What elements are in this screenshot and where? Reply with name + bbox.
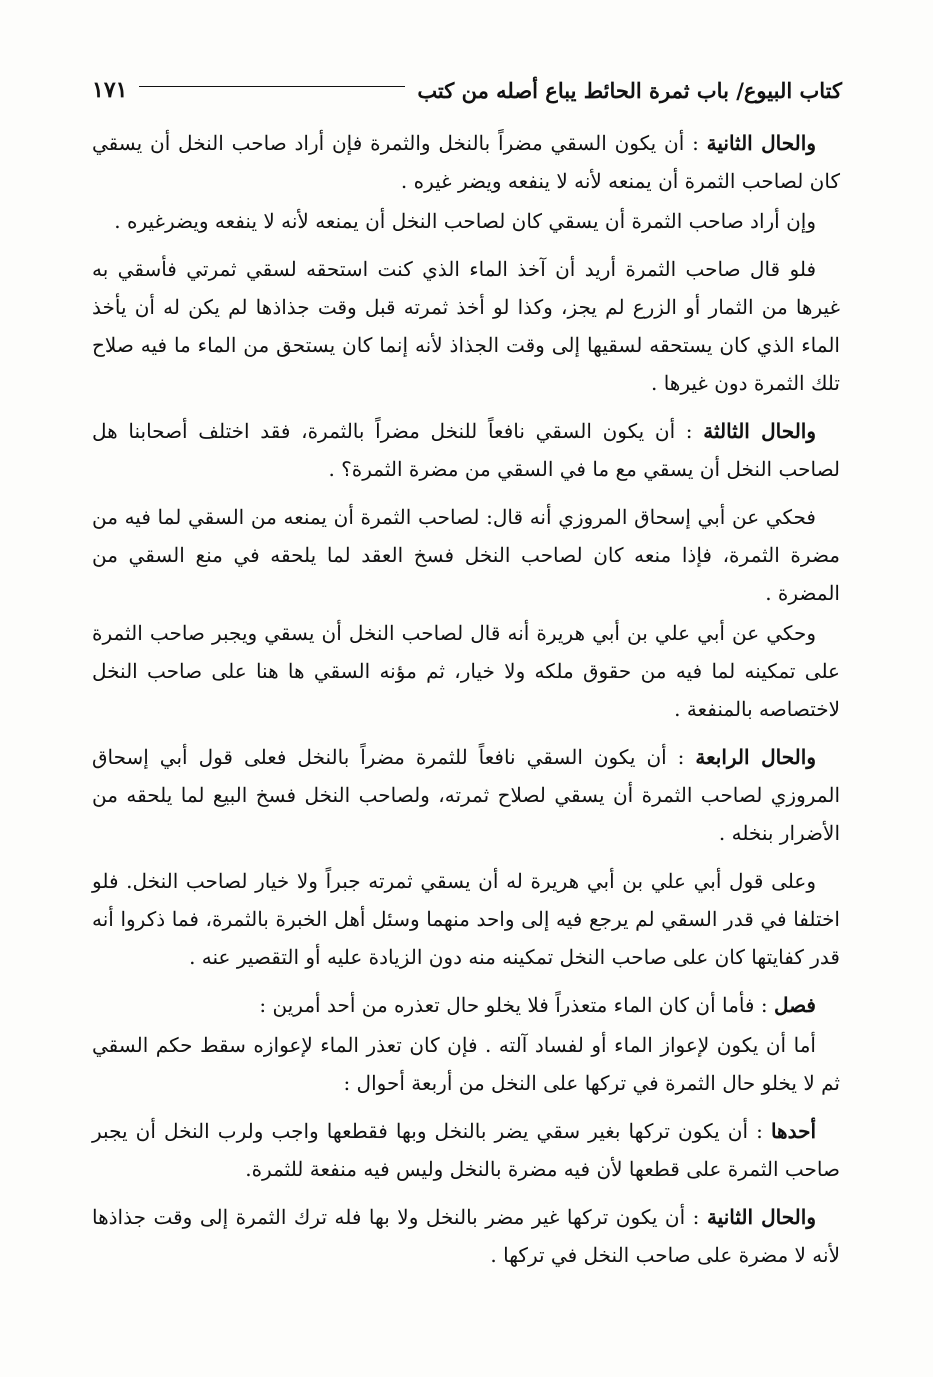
paragraph	[92, 250, 840, 402]
paragraph-lead: فصل	[773, 993, 816, 1017]
paragraph-lead: والحال الثانية	[706, 1205, 816, 1229]
paragraph-lead: والحال الثانية	[706, 131, 816, 155]
header-rule	[139, 86, 405, 87]
paragraph	[92, 614, 840, 728]
running-header	[92, 70, 842, 110]
paragraph-text: : أن يكون السقي نافعاً للنخل مضراً بالثمرة، فقد اختلف أصحابنا هل لصاحب النخل أن يسقي مع ما في السقي من مضرة الثمرة؟ .	[92, 419, 840, 481]
paragraph-lead: والحال الرابعة	[695, 745, 816, 769]
paragraph	[92, 202, 840, 240]
body-text	[92, 124, 840, 1284]
paragraph	[92, 862, 840, 976]
paragraph	[92, 124, 840, 200]
paragraph-text: وحكي عن أبي علي بن أبي هريرة أنه قال لصاحب النخل أن يسقي ويجبر صاحب الثمرة على تمكينه لما فيه من حقوق ملكه ولا خيار، ثم مؤنه السقي ها هنا على صاحب النخل لاختصاصه بالمنفعة .	[92, 621, 840, 721]
paragraph-text: فلو قال صاحب الثمرة أريد أن آخذ الماء الذي كنت استحقه لسقي ثمرتي فأسقي به غيرها من الثمار أو الزرع لم يجز، وكذا لو أخذ ثمرته قبل وقت جذاذها لم يكن له أن يأخذ الماء الذي كان يستحقه لسقيها إلى وقت الجذاذ لأنه إنما كان يستحق من الماء ما فيه صلاح تلك الثمرة دون غيرها .	[92, 257, 840, 395]
paragraph-text: وإن أراد صاحب الثمرة أن يسقي كان لصاحب النخل أن يمنعه لأنه لا ينفعه ويضرغيره .	[114, 209, 816, 233]
page-number: ١٧١	[92, 77, 128, 103]
paragraph-text: أما أن يكون لإعواز الماء أو لفساد آلته . فإن كان تعذر الماء لإعوازه سقط حكم السقي ثم لا يخلو حال الثمرة في تركها على النخل من أربعة أحوال :	[92, 1033, 840, 1095]
paragraph	[92, 1112, 840, 1188]
header-title: كتاب البيوع/ باب ثمرة الحائط يباع أصله من كتب	[417, 77, 842, 103]
paragraph-text: وعلى قول أبي علي بن أبي هريرة له أن يسقي ثمرته جبراً ولا خيار لصاحب النخل. فلو اختلفا في قدر السقي لم يرجع فيه إلى واحد منهما وسئل أهل الخبرة بالثمرة، فما ذكروا أنه قدر كفايتها كان على صاحب النخل تمكينه منه دون الزيادة عليه أو التقصير عنه .	[92, 869, 840, 969]
paragraph-text: : فأما أن كان الماء متعذراً فلا يخلو حال تعذره من أحد أمرين :	[259, 993, 768, 1017]
paragraph	[92, 1198, 840, 1274]
paragraph-text: فحكي عن أبي إسحاق المروزي أنه قال: لصاحب الثمرة أن يمنعه من السقي لما فيه من مضرة الثمرة، فإذا منعه كان لصاحب النخل فسخ العقد لما يلحقه في منع السقي من المضرة .	[92, 505, 840, 605]
paragraph-text: : أن يكون السقي مضراً بالنخل والثمرة فإن أراد صاحب النخل أن يسقي كان لصاحب الثمرة أن يمنعه لأنه لا ينفعه ويضر غيره .	[92, 131, 840, 193]
paragraph-text: : أن يكون السقي نافعاً للثمرة مضراً بالنخل فعلى قول أبي إسحاق المروزي لصاحب الثمرة أن يسقي لصلاح ثمرته، ولصاحب النخل فسخ البيع لما يلحقه من الأضرار بنخله .	[92, 745, 840, 845]
paragraph	[92, 1026, 840, 1102]
paragraph	[92, 986, 840, 1024]
paragraph	[92, 498, 840, 612]
paragraph	[92, 412, 840, 488]
paragraph-text: : أن يكون تركها بغير سقي يضر بالنخل وبها فقطعها واجب ولرب النخل أن يجبر صاحب الثمرة على قطعها لأن فيه مضرة بالنخل وليس فيه منفعة للثمرة.	[92, 1119, 840, 1181]
paragraph-lead: أحدها	[770, 1119, 817, 1143]
paragraph	[92, 738, 840, 852]
paragraph-lead: والحال الثالثة	[703, 419, 816, 443]
paragraph-text: : أن يكون تركها غير مضر بالنخل ولا بها فله ترك الثمرة إلى وقت جذاذها لأنه لا مضرة على صاحب النخل في تركها .	[92, 1205, 840, 1267]
